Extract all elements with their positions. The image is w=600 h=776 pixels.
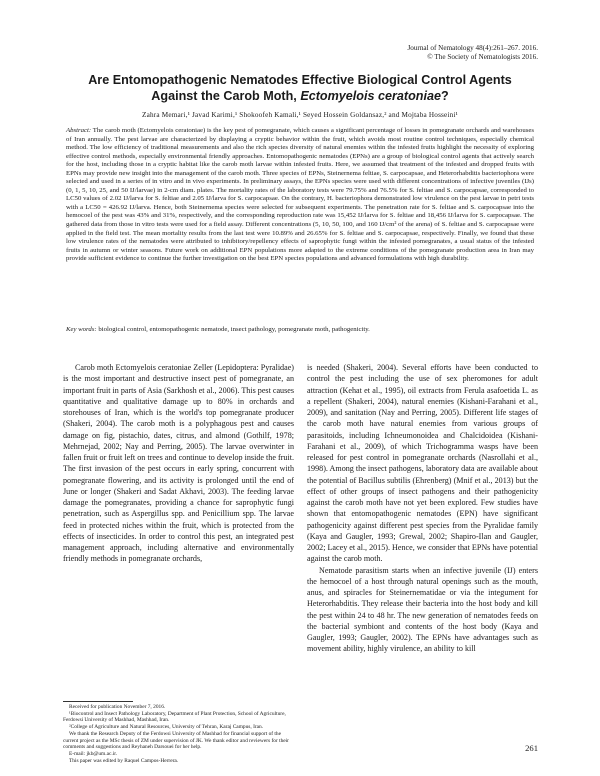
keywords-text: biological control, entomopathogenic nematode, insect pathology, pomegranate moth, pathogenicity. xyxy=(98,326,370,333)
title-species: Ectomyelois ceratoniae xyxy=(300,88,442,103)
footnote: Received for publication November 7, 2016. xyxy=(69,704,166,710)
abstract-text: The carob moth (Ectomyelois ceratoniae) is the key pest of pomegranate, which causes a significant percentage of losses in pomegranate orchards and warehouses of Iran annually. The pest larvae are characterized by displaying a cryptic behavior within the fruit, which avoids most routine control techniques, especially chemical method. The low efficiency of traditional measurements and also the rich species diversity of natural enemies within the infested fruits highlight the necessity of exploring effective control methods, especially environmental friendly approaches. Entomopathogenic nematodes (EPNs) are a group of biological control agents that actively search for the host, including those in a cryptic habitat like the carob moth larvae within infested fruits. Here, we assumed that treatment of the infested and dropped fruits with EPNs may provide new insight into the management of the carob moth. Three species of EPNs, Steinernema feltiae, S. carpocapsae, and Heterorhabditis bacteriophora were selected and used in a series of in vitro and in vivo experiments. In preliminary assays, the EPNs species were used with different concentrations of infective juveniles (IJs) (0, 1, 5, 10, 25, and 50 IJ/larvae) in 2-cm diam. plates. The mortality rates of the laboratory tests were 79.75% and 76.5% for S. feltiae and S. carpocapsae, corresponded to LC50 values of 2.02 IJ/larva for S. feltiae and 2.05 IJ/larva for S. carpocapsae. On the contrary, H. bacteriophora demonstrated low virulence on the pest larvae in petri tests with a LC50 = 426.92 IJ/larva. Hence, both Steinernema species were selected for subsequent experiments. The penetration rate for S. feltiae and S. carpocapsae into the hemocoel of the pest was 43% and 31%, respectively, and the corresponding reproduction rate was 15,452 IJ/larva for S. feltiae and 18,456 IJ/larva for S. carpocapsae. The gathered data from those in vitro tests were used for a field assay. Different concentrations (5, 10, 50, 100, and 160 IJ/cm² of the arena) of S. feltiae and S. carpocapsae were applied in the field test. The mean mortality results from the last test were 10.89% and 26.65% for S. feltiae and S. carpocapsae, respectively. Finally, we found that these low virulence rates of the nematodes were attributed to inhibitory/repellency effects of saprophytic fungi within the infested pomegranates, a usual status of the infested fruits in autumn or winter seasons. Future work on additional EPN populations more adapted to the extreme conditions of the pomegranate production area in Iran may provide sufficient evidence to continue the further investigation on the best EPN species populations and advanced formulations with high durability. xyxy=(66,127,534,263)
journal-copyright: © The Society of Nematologists 2016. xyxy=(427,53,538,61)
intro-paragraph-2: Nematode parasitism starts when an infective juvenile (IJ) enters the hemocoel of a host through natural openings such as the mouth, anus, and spiracles for Steinernematidae or via the integument for Heterorhabditis. They release their bacteria into the host body and kill the pest within 24 to 48 hr. The new generation of nematodes feeds on the bacterial symbiont and contents of the host body (Kaya and Gaugler, 1993; Gaugler, 2002). The EPNs have advantages such as movement ability, highly virulence, an ability to kill xyxy=(307,565,538,654)
article-title xyxy=(74,73,526,104)
page-number: 261 xyxy=(525,743,538,753)
journal-citation: Journal of Nematology 48(4):261–267. 2016. xyxy=(407,44,538,52)
body-column-right xyxy=(307,362,538,655)
footnote: We thank the Research Deputy of the Ferdowsi University of Mashhad for financial support of the current project as the MSc thesis of ZM under supervision of JK. We thank editor and reviewers for their comments and suggestions and Reyhaneh Darsouei for her help. xyxy=(63,730,289,751)
abstract-label: Abstract: xyxy=(66,127,92,134)
author-list: Zahra Memari,¹ Javad Karimi,¹ Shokoofeh Kamali,¹ Seyed Hossein Goldansaz,² and Mojtaba Hosseini¹ xyxy=(141,111,458,119)
title-main: Are Entomopathogenic Nematodes Effective Biological Control Agents Against the Carob Moth, xyxy=(88,73,512,103)
body-column-left xyxy=(63,362,294,565)
footnotes xyxy=(63,704,294,764)
footnote: This paper was edited by Raquel Campos-Herrera. xyxy=(69,757,179,764)
keywords-label: Key words: xyxy=(66,326,97,333)
footnote-divider xyxy=(63,701,133,702)
intro-paragraph-1-continued: is needed (Shakeri, 2004). Several efforts have been conducted to control the pest including the use of sex pheromones for adult attraction (Kehat et al., 1995), oil extracts from Ferula asafoetida L. as a repellent (Shakeri, 2004), natural enemies (Kishani-Farahani et al., 2009), and sanitation (Nay and Perring, 2005). Different life stages of the carob moth have natural enemies from various groups of parasitoids, including Ichneumonoidea and Chalcidoidea (Kishani-Farahani et al., 2009), of which Trichogramma wasps have been released for pest control in pomegranate orchards (Nasrollahi et al., 1998). Among the insect pathogens, laboratory data are available about the potential of Bacillus subtilis (Ehrenberg) (Mnif et al., 2013) but the effect of other groups of insect pathogens and their pathogenicity against the carob moth have not yet been explored. Few studies have shown that entomopathogenic nematodes (EPN) have significant pathogenicity against different pest species from the Pyralidae family (Kaya and Gaugler, 1993; Grewal, 2002; Shapiro-Ilan and Gaugler, 2002; Lacey et al., 2015). Hence, we consider that EPNs have potential against the carob moth. xyxy=(307,363,538,564)
footnote: ¹Biocontrol and Insect Pathology Laboratory, Department of Plant Protection, School of Agriculture, Ferdowsi University of Mashhad, Mashhad, Iran. xyxy=(63,710,286,724)
title-end: ? xyxy=(441,88,449,103)
footnote: E-mail: jkb@um.ac.ir. xyxy=(69,750,118,757)
footnote: ²College of Agriculture and Natural Resources, University of Tehran, Karaj Campus, Iran. xyxy=(69,724,264,731)
journal-header xyxy=(407,44,538,62)
abstract xyxy=(66,127,534,264)
intro-paragraph-1: Carob moth Ectomyelois ceratoniae Zeller (Lepidoptera: Pyralidae) is the most important and destructive insect pest of pomegranate, an important fruit in parts of Asia (Sarkhosh et al., 2006). This pest causes quantitative and qualitative damage up to 80% in orchards and storehouses of Iran, which is the world's top pomegranate producer (Shakeri, 2004). The carob moth is a polyphagous pest and causes damage on fig, pistachio, dates, citrus, and almond (Gothilf, 1978; Mehrnejad, 2002; Nay and Perring, 2005). The larvae overwinter in fallen fruit or fruit left on trees and continue to develop inside the fruit. The first invasion of the pest occurs in early spring, concurrent with pomegranate flowering, and its activity is prolonged until the end of June or longer (Shakeri and Sadat Akhavi, 2003). The feeding larvae damage the pomegranates, providing a chance for saprophytic fungi penetration, such as Aspergillus spp. and Penicillium spp. The larvae feed in protected niches within the fruit, which is protected from the effects of insecticides. In order to control this pest, an integrated pest management approach, including alternative and environmentally friendly methods in pomegranate orchards, xyxy=(63,363,294,564)
keywords xyxy=(66,326,534,335)
